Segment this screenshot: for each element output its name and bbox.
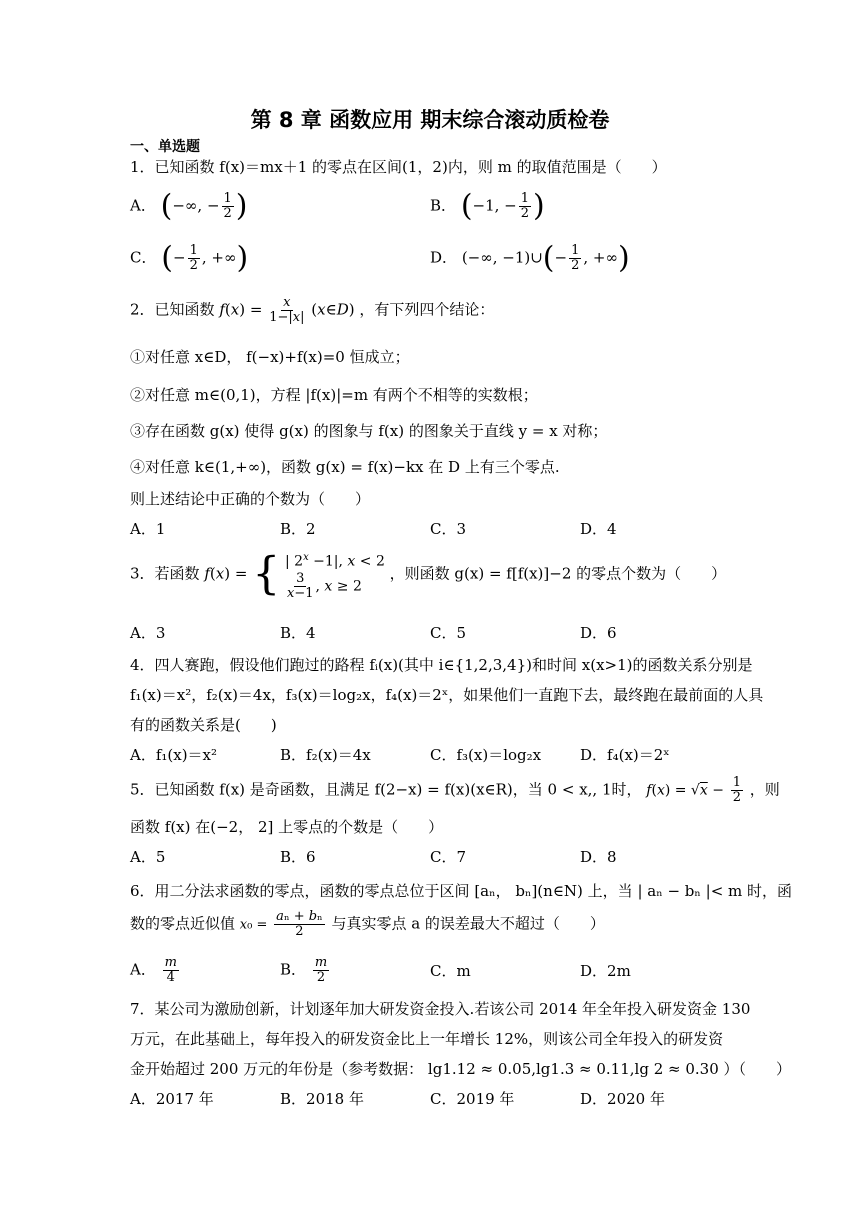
q6-line-2: 数的零点近似值 x₀ = $\frac{\text{aₙ + bₙ}}{2}$ 与真实零点 a 的误差最大不超过（ ）	[130, 909, 605, 939]
q3-option-b: B．4	[280, 624, 316, 642]
q7-line-3: 金开始超过 200 万元的年份是（参考数据： lg1.12 ≈ 0.05,lg1.3 ≈ 0.11,lg 2 ≈ 0.30 ）（ ）	[130, 1060, 792, 1078]
q2-statement-3: ③存在函数 g(x) 使得 g(x) 的图象与 f(x) 的图象关于直线 y = x 对称；	[130, 422, 608, 440]
q1-option-d: D． (−∞, −1)∪(− $\frac{1}{2}$ , +∞)	[430, 240, 630, 276]
q1-option-a: A． (−∞, − $\frac{1}{2}$ )	[130, 188, 248, 224]
q1-option-c: C． (− $\frac{1}{2}$ , +∞)	[130, 240, 249, 276]
q4-line-2: f₁(x)＝x²，f₂(x)＝4x，f₃(x)＝log₂x，f₄(x)＝2ˣ，如果他们一直跑下去，最终跑在最前面的人具	[130, 686, 764, 704]
page-title: 第 8 章 函数应用 期末综合滚动质检卷	[250, 108, 610, 132]
q1-option-b: B． (−1, − $\frac{1}{2}$ )	[430, 188, 545, 224]
q6-option-a-label: A．	[130, 960, 156, 979]
q2-statement-4: ④对任意 k∈(1,+∞)，函数 g(x) = f(x)−kx 在 D 上有三个零点.	[130, 458, 560, 476]
q2-stem-tail: ，有下列四个结论：	[359, 300, 495, 319]
q2-statement-1: ①对任意 x∈D， f(−x)+f(x)=0 恒成立；	[130, 348, 410, 366]
q1-option-b-label: B．	[430, 196, 457, 215]
q6-option-a: A． $\frac{m}{4}$	[130, 955, 177, 985]
q6-line-2-text: 数的零点近似值	[130, 914, 236, 933]
q2-statement-2: ②对任意 m∈(0,1)，方程 |f(x)|=m 有两个不相等的实数根；	[130, 386, 538, 404]
q7-option-c: C．2019 年	[430, 1090, 515, 1108]
q5-line-2: 函数 f(x) 在(−2， 2] 上零点的个数是（ ）	[130, 818, 444, 836]
q1-option-a-label: A．	[130, 196, 156, 215]
q2-option-d: D．4	[580, 520, 617, 538]
q2-option-c: C．3	[430, 520, 467, 538]
q7-option-b: B．2018 年	[280, 1090, 364, 1108]
q5-line-1-text: 5．已知函数 f(x) 是奇函数，且满足 f(2−x) = f(x)(x∈R)，当 0 < x,, 1时，	[130, 780, 642, 799]
q3-stem: 3．若函数 f(x) = { | $2^x -1|$, x < 2 $\frac{3}{x-1}$ , x ≥ 2 ，则函数 g(x) = f[f(x)]−2 的零点个数为（ ）	[130, 548, 727, 601]
section-heading: 一、单选题	[130, 139, 200, 155]
q4-option-d: D．f₄(x)＝2ˣ	[580, 746, 670, 764]
q5-option-b: B．6	[280, 848, 316, 866]
q5-option-a: A．5	[130, 848, 166, 866]
q1-option-d-label: D．	[430, 248, 458, 267]
q2-question: 则上述结论中正确的个数为（ ）	[130, 490, 371, 508]
q7-option-a: A．2017 年	[130, 1090, 214, 1108]
q5-line-1: 5．已知函数 f(x) 是奇函数，且满足 f(2−x) = f(x)(x∈R)，当 0 < x,, 1时， f(x) = √x − $\frac{1}{2}$ ，则	[130, 775, 780, 805]
q4-line-1: 4．四人赛跑，假设他们跑过的路程 fᵢ(x)(其中 i∈{1,2,3,4})和时间 x(x>1)的函数关系分别是	[130, 656, 753, 674]
q4-option-c: C．f₃(x)＝log₂x	[430, 746, 542, 764]
q6-option-c: C．m	[430, 962, 471, 980]
q4-line-3: 有的函数关系是( )	[130, 716, 277, 734]
q3-option-c: C．5	[430, 624, 467, 642]
q5-line-1-tail: ，则	[749, 780, 780, 799]
q2-option-b: B．2	[280, 520, 316, 538]
q1-option-c-label: C．	[130, 248, 157, 267]
q3-option-d: D．6	[580, 624, 617, 642]
q2-stem: 2．已知函数 f(x) = $\frac{x}{1-|x|}$ (x∈D) ，有下列四个结论：	[130, 295, 495, 325]
q6-line-1: 6．用二分法求函数的零点，函数的零点总位于区间 [aₙ， bₙ](n∈N) 上，当 | aₙ − bₙ |< m 时，函	[130, 882, 793, 900]
q6-option-b-label: B．	[280, 960, 307, 979]
q6-line-2-tail: 与真实零点 a 的误差最大不超过（ ）	[331, 914, 605, 933]
q4-option-a: A．f₁(x)＝x²	[130, 746, 218, 764]
q6-option-d: D．2m	[580, 962, 631, 980]
q1-stem: 1．已知函数 f(x)＝mx＋1 的零点在区间(1，2)内，则 m 的取值范围是（ ）	[130, 158, 667, 176]
q7-line-1: 7．某公司为激励创新，计划逐年加大研发资金投入.若该公司 2014 年全年投入研发资金 130	[130, 1000, 751, 1018]
q4-option-b: B．f₂(x)＝4x	[280, 746, 371, 764]
q2-stem-text: 2．已知函数	[130, 300, 215, 319]
q3-stem-text: 3．若函数	[130, 564, 200, 583]
q3-option-a: A．3	[130, 624, 166, 642]
q2-option-a: A．1	[130, 520, 166, 538]
q6-option-b: B． $\frac{m}{2}$	[280, 955, 328, 985]
q5-option-c: C．7	[430, 848, 467, 866]
q7-line-2: 万元，在此基础上，每年投入的研发资金比上一年增长 12%，则该公司全年投入的研发资	[130, 1030, 724, 1048]
q7-option-d: D．2020 年	[580, 1090, 665, 1108]
q5-option-d: D．8	[580, 848, 617, 866]
q3-stem-tail: ，则函数 g(x) = f[f(x)]−2 的零点个数为（ ）	[389, 564, 727, 583]
